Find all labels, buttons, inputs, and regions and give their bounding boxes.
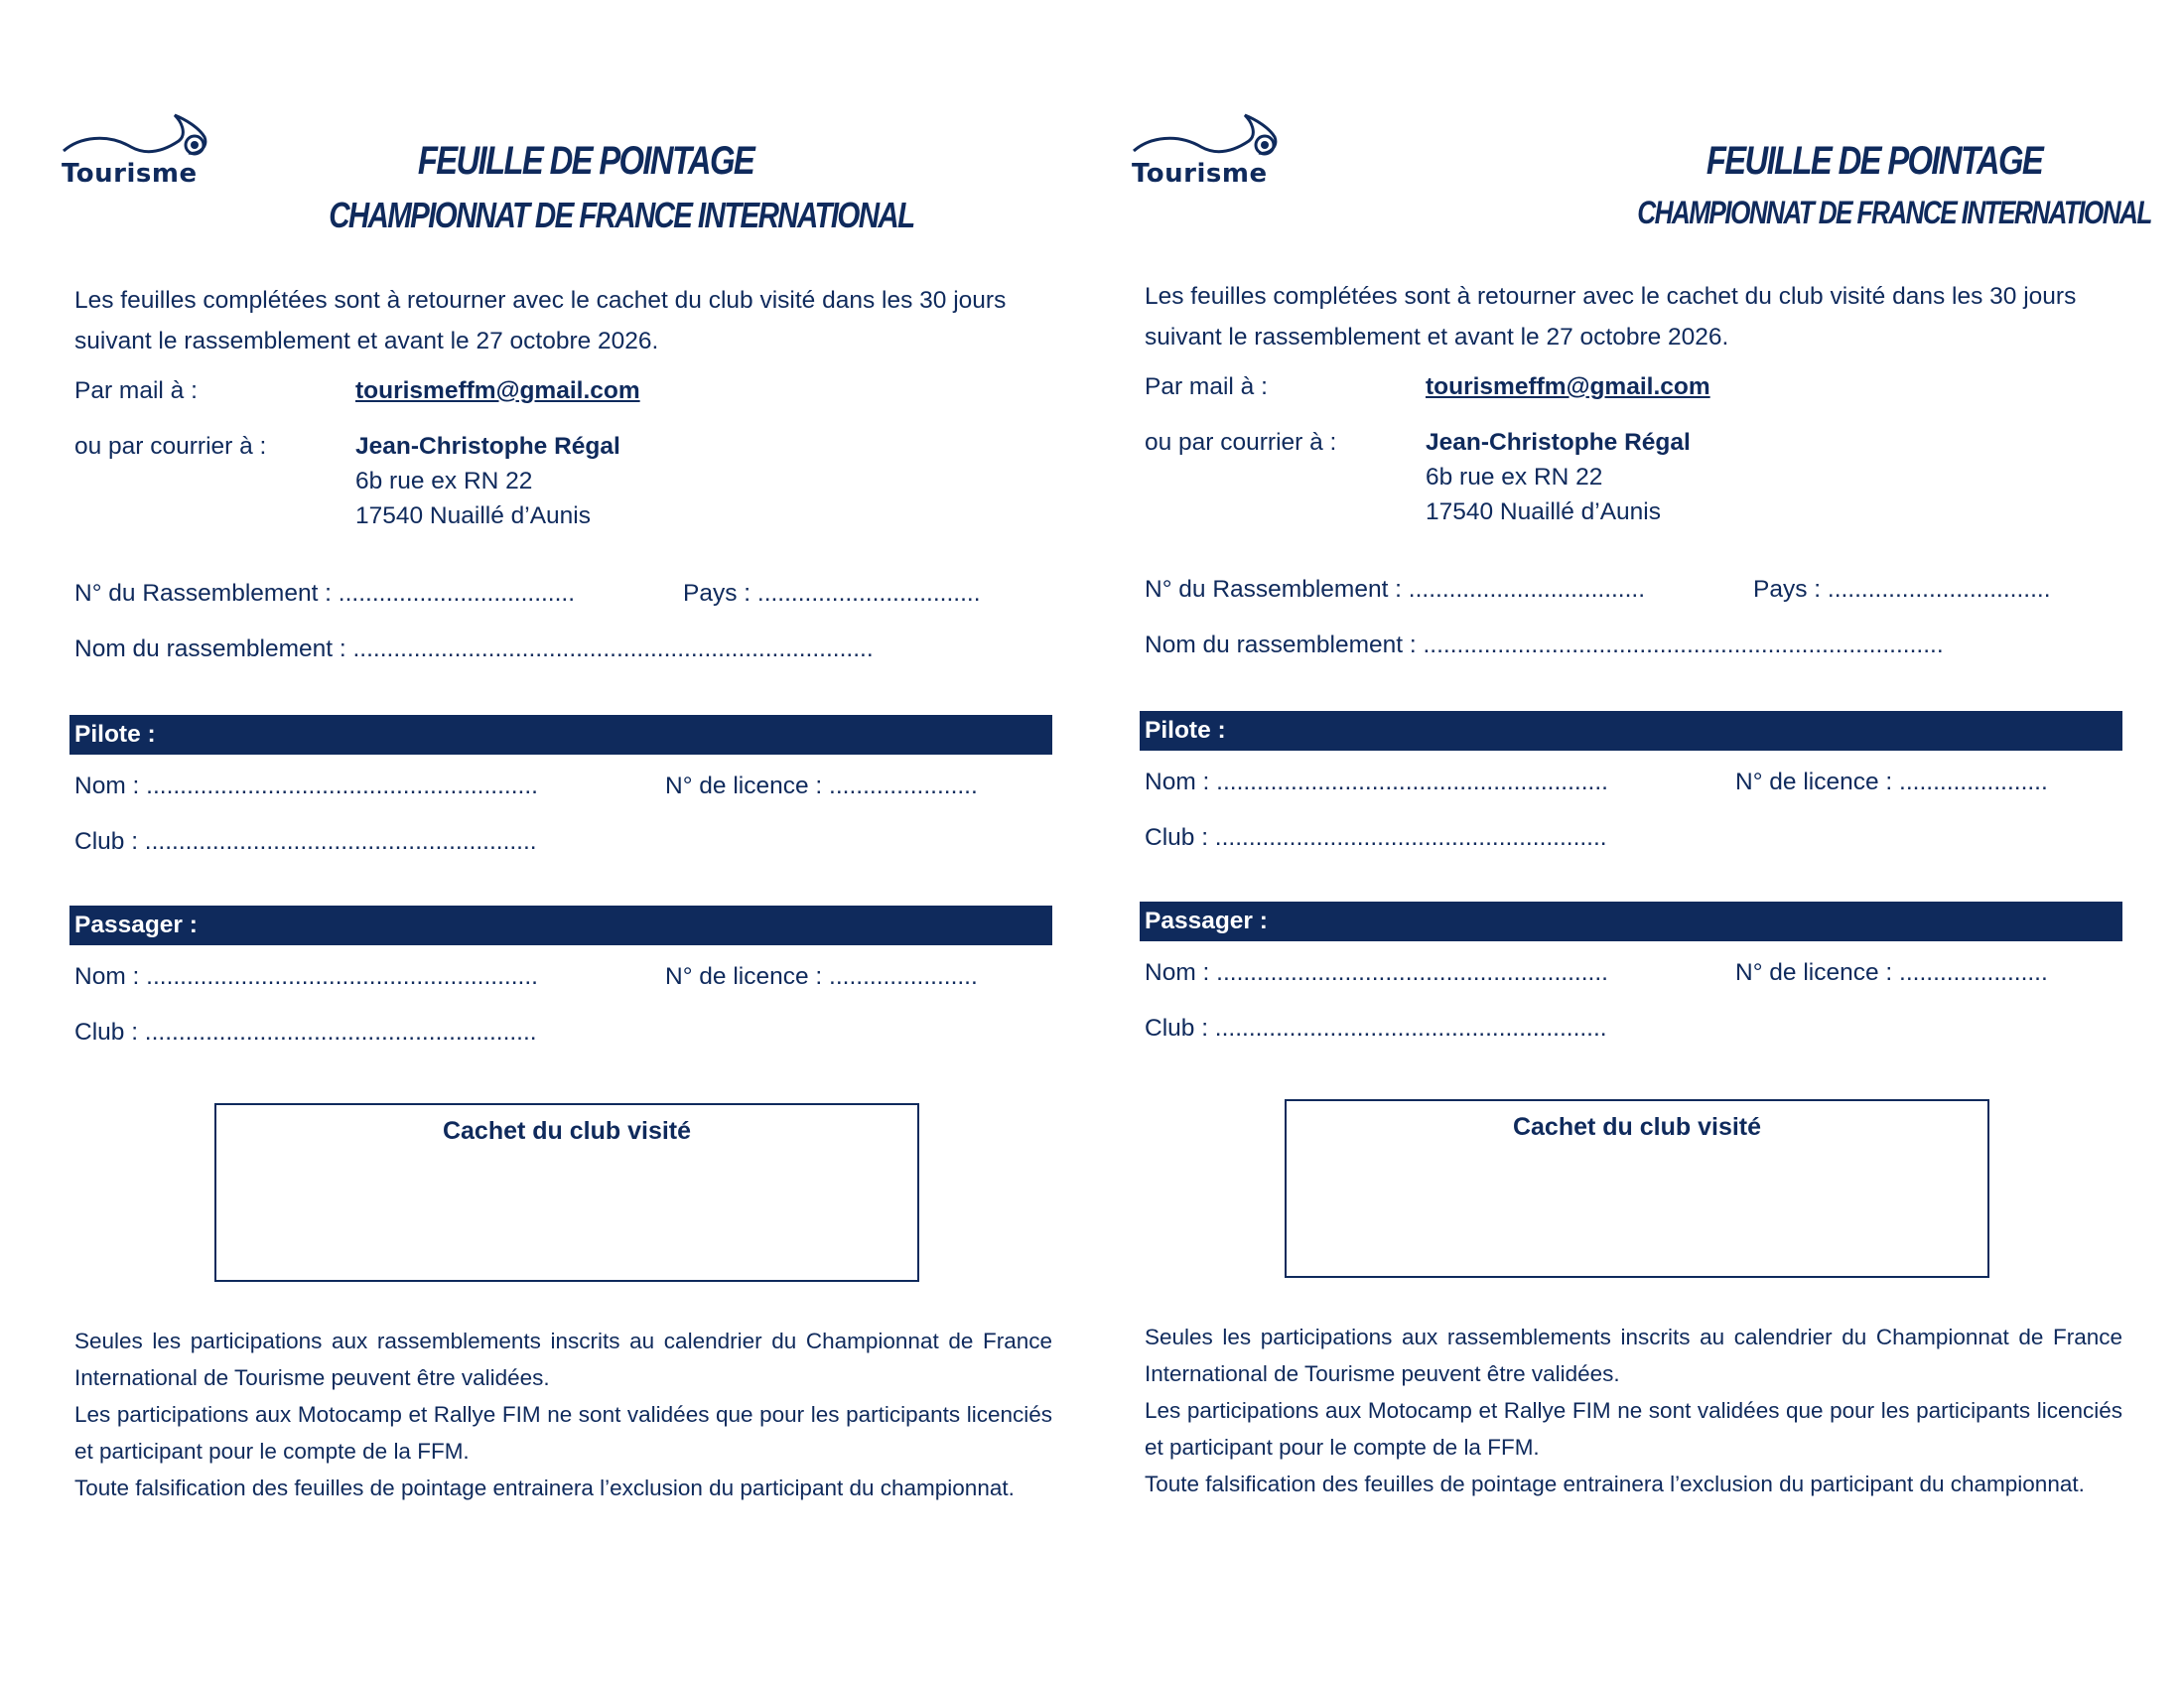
motorcycle-logo-icon <box>1130 107 1289 167</box>
post-name: Jean-Christophe Régal <box>355 433 620 460</box>
title-line2: CHAMPIONNAT DE FRANCE INTERNATIONAL <box>329 195 914 235</box>
mail-row <box>74 377 640 405</box>
post-street: 6b rue ex RN 22 <box>355 468 533 494</box>
title-line2: CHAMPIONNAT DE FRANCE INTERNATIONAL <box>1637 195 2151 230</box>
pilot-header: Pilote : <box>69 715 1052 755</box>
passenger-club-field[interactable]: Club : .......................................................... <box>1145 1015 1607 1042</box>
mail-link[interactable]: tourismeffm@gmail.com <box>1426 373 1710 400</box>
passenger-club-field[interactable]: Club : .......................................................... <box>74 1019 537 1046</box>
intro-text: Les feuilles complétées sont à retourner avec le cachet du club visité dans les 30 jours suivant le rassemblement et avant le 27 octobre 2026. <box>74 287 1007 354</box>
pilot-club-field[interactable]: Club : .......................................................... <box>1145 824 1607 851</box>
rally-number-field[interactable]: N° du Rassemblement : ................................... <box>1145 576 1646 603</box>
pilot-license-field[interactable]: N° de licence : ...................... <box>665 773 978 799</box>
post-address <box>1426 425 1691 529</box>
rally-name-field[interactable]: Nom du rassemblement : ............................................................................. <box>1145 632 1944 658</box>
note-2: Les participations aux Motocamp et Rallye FIM ne sont validées que pour les participants licenciés et participant pour le compte de la FFM. <box>1145 1398 2122 1460</box>
note-1: Seules les participations aux rassemblements inscrits au calendrier du Championnat de France International de Tourisme peuvent être validées. <box>74 1329 1052 1390</box>
note-3: Toute falsification des feuilles de pointage entrainera l’exclusion du participant du championnat. <box>74 1476 1015 1500</box>
post-name: Jean-Christophe Régal <box>1426 429 1691 456</box>
pilot-name-field[interactable]: Nom : .......................................................... <box>1145 769 1608 795</box>
tourisme-logo <box>1130 107 1289 189</box>
post-label: ou par courrier à : <box>74 433 267 460</box>
logo-text: Tourisme <box>1132 159 1268 189</box>
pilot-name-field[interactable]: Nom : .......................................................... <box>74 773 538 799</box>
mail-row <box>1145 373 1710 401</box>
country-field[interactable]: Pays : ................................. <box>683 580 981 607</box>
note-2: Les participations aux Motocamp et Rallye FIM ne sont validées que pour les participants licenciés et participant pour le compte de la FFM. <box>74 1402 1052 1464</box>
motorcycle-logo-icon <box>60 107 218 167</box>
title-line1: FEUILLE DE POINTAGE <box>417 139 754 183</box>
post-row <box>1145 425 1691 525</box>
country-field[interactable]: Pays : ................................. <box>1753 576 2051 603</box>
stamp-box <box>1285 1099 1989 1278</box>
post-row <box>74 429 620 529</box>
mail-link[interactable]: tourismeffm@gmail.com <box>355 377 640 404</box>
pilot-club-field[interactable]: Club : .......................................................... <box>74 828 537 855</box>
notes <box>1145 1319 2122 1502</box>
rally-number-field[interactable]: N° du Rassemblement : ................................... <box>74 580 576 607</box>
stamp-label: Cachet du club visité <box>442 1117 692 1145</box>
passenger-name-field[interactable]: Nom : .......................................................... <box>74 963 538 990</box>
passenger-license-field[interactable]: N° de licence : ...................... <box>665 963 978 990</box>
notes <box>74 1323 1052 1506</box>
tourisme-logo <box>60 107 218 189</box>
post-street: 6b rue ex RN 22 <box>1426 464 1603 491</box>
pilot-header: Pilote : <box>1140 711 2122 751</box>
note-3: Toute falsification des feuilles de pointage entrainera l’exclusion du participant du championnat. <box>1145 1472 2085 1496</box>
passenger-header: Passager : <box>69 906 1052 945</box>
passenger-name-field[interactable]: Nom : .......................................................... <box>1145 959 1608 986</box>
pilot-license-field[interactable]: N° de licence : ...................... <box>1735 769 2048 795</box>
post-address <box>355 429 620 533</box>
post-city: 17540 Nuaillé d’Aunis <box>355 502 591 529</box>
mail-label: Par mail à : <box>74 377 198 404</box>
sheet-right <box>1132 0 2151 1688</box>
passenger-header: Passager : <box>1140 902 2122 941</box>
post-label: ou par courrier à : <box>1145 429 1337 456</box>
logo-text: Tourisme <box>62 159 198 189</box>
title-line1: FEUILLE DE POINTAGE <box>1706 139 2043 183</box>
mail-label: Par mail à : <box>1145 373 1268 400</box>
rally-name-field[interactable]: Nom du rassemblement : ............................................................................. <box>74 635 874 662</box>
stamp-label: Cachet du club visité <box>1512 1113 1762 1141</box>
post-city: 17540 Nuaillé d’Aunis <box>1426 498 1661 525</box>
stamp-box <box>214 1103 919 1282</box>
intro-text: Les feuilles complétées sont à retourner avec le cachet du club visité dans les 30 jours suivant le rassemblement et avant le 27 octobre 2026. <box>1145 283 2077 351</box>
sheet-left <box>62 0 1062 1688</box>
note-1: Seules les participations aux rassemblements inscrits au calendrier du Championnat de France International de Tourisme peuvent être validées. <box>1145 1325 2122 1386</box>
passenger-license-field[interactable]: N° de licence : ...................... <box>1735 959 2048 986</box>
